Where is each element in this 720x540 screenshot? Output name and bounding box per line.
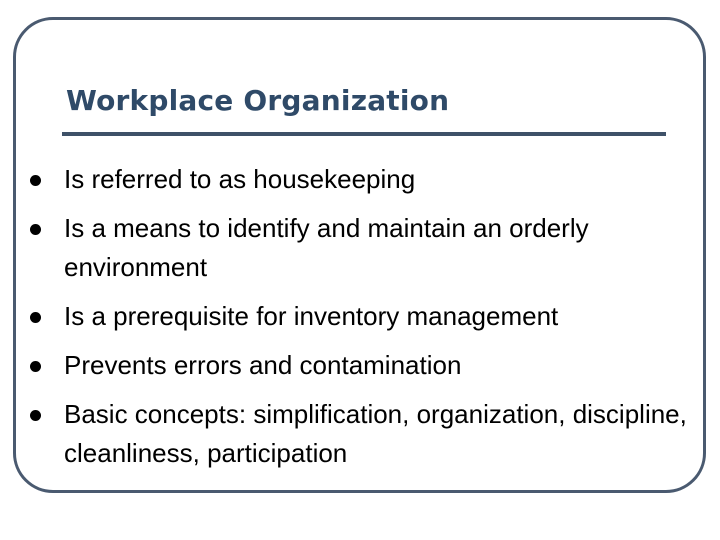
slide-title: Workplace Organization [66, 84, 450, 117]
bullet-dot-icon [30, 361, 41, 372]
bullet-text: Is a means to identify and maintain an orderly environment [64, 213, 589, 282]
bullet-dot-icon [30, 175, 41, 186]
title-underline [62, 132, 666, 136]
bullet-item [30, 395, 690, 473]
bullet-item [30, 209, 690, 287]
bullet-dot-icon [30, 224, 41, 235]
bullet-list [30, 160, 690, 483]
bullet-item [30, 297, 690, 336]
bullet-text: Is referred to as housekeeping [64, 164, 416, 194]
bullet-item [30, 346, 690, 385]
bullet-dot-icon [30, 312, 41, 323]
bullet-text: Basic concepts: simplification, organization, discipline, cleanliness, participation [64, 399, 687, 468]
bullet-dot-icon [30, 410, 41, 421]
bullet-text: Is a prerequisite for inventory management [64, 301, 559, 331]
bullet-item [30, 160, 690, 199]
bullet-text: Prevents errors and contamination [64, 350, 462, 380]
